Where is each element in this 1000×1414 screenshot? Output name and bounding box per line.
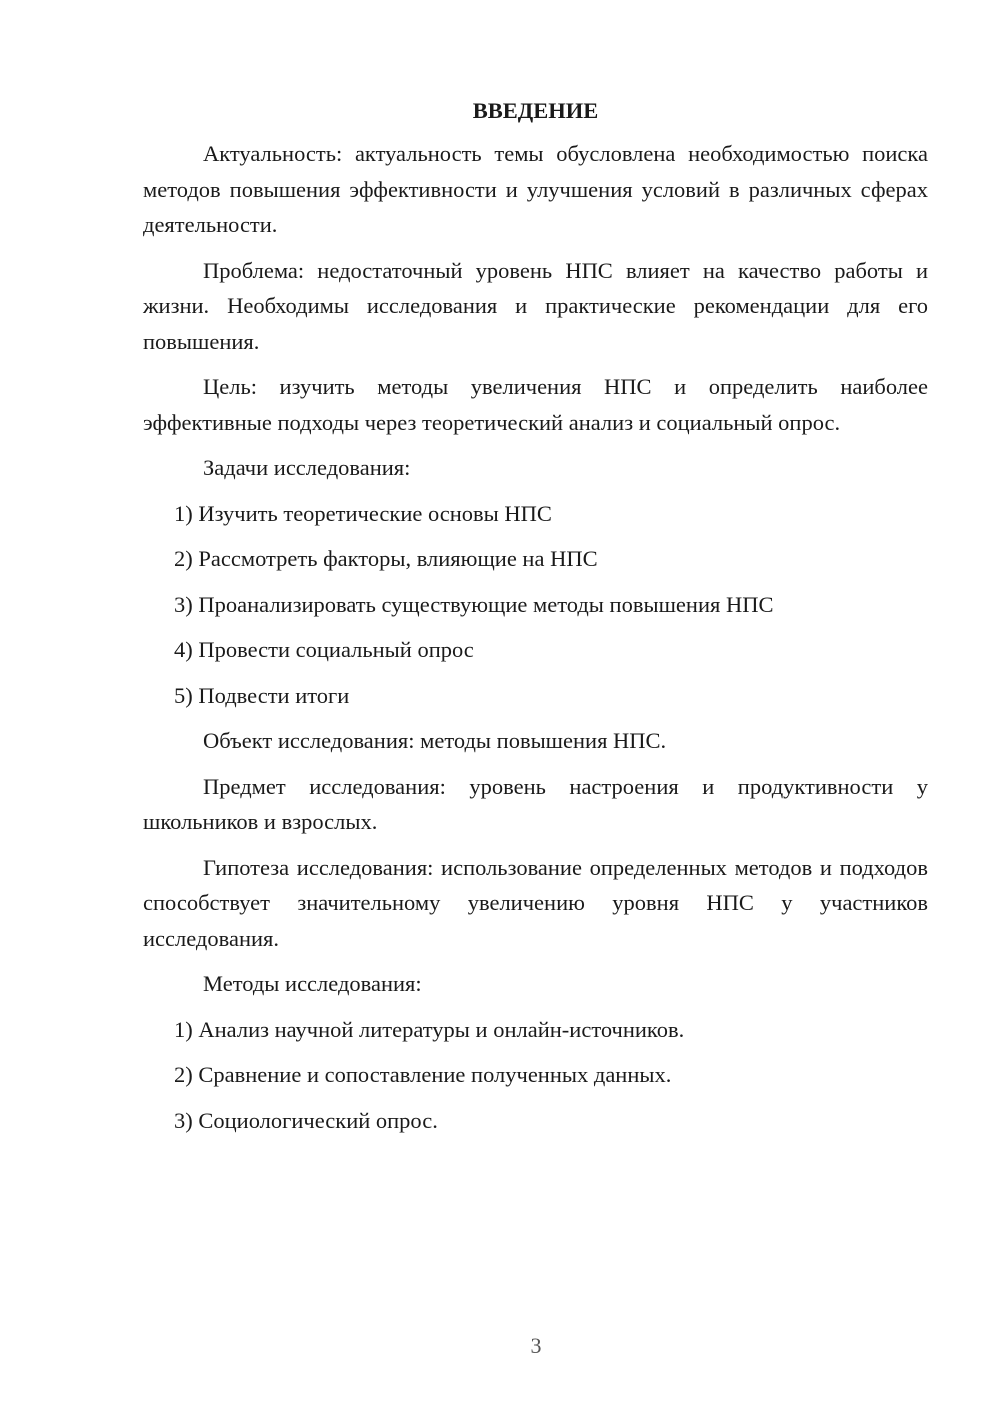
- task-item: 4) Провести социальный опрос: [174, 637, 474, 662]
- tasks-heading: Задачи исследования:: [203, 455, 411, 480]
- page-content: [143, 96, 928, 1148]
- method-item: 2) Сравнение и сопоставление полученных данных.: [174, 1062, 672, 1087]
- relevance-paragraph: Актуальность: актуальность темы обусловлена необходимостью поиска методов повышения эффективности и улучшения условий в различных сферах деятельности.: [143, 141, 928, 237]
- object-paragraph: Объект исследования: методы повышения НПС.: [203, 728, 667, 753]
- method-item: 3) Социологический опрос.: [174, 1107, 438, 1133]
- method-item: 1) Анализ научной литературы и онлайн-источников.: [174, 1016, 685, 1042]
- task-item: 5) Подвести итоги: [174, 682, 350, 708]
- methods-heading: Методы исследования:: [203, 971, 422, 996]
- section-title: ВВЕДЕНИЕ: [472, 98, 599, 123]
- task-item: 1) Изучить теоретические основы НПС: [174, 500, 552, 526]
- task-item: 2) Рассмотреть факторы, влияющие на НПС: [174, 546, 598, 571]
- goal-paragraph: Цель: изучить методы увеличения НПС и определить наиболее эффективные подходы через теоретический анализ и социальный опрос.: [143, 374, 928, 435]
- page-number: 3: [530, 1333, 542, 1358]
- hypothesis-paragraph: Гипотеза исследования: использование определенных методов и подходов способствует значительному увеличению уровня НПС у участников исследования.: [143, 854, 928, 951]
- task-item: 3) Проанализировать существующие методы повышения НПС: [174, 591, 774, 617]
- problem-paragraph: Проблема: недостаточный уровень НПС влияет на качество работы и жизни. Необходимы исследования и практические рекомендации для его повышения.: [143, 257, 928, 354]
- subject-paragraph: Предмет исследования: уровень настроения и продуктивности у школьников и взрослых.: [143, 773, 928, 834]
